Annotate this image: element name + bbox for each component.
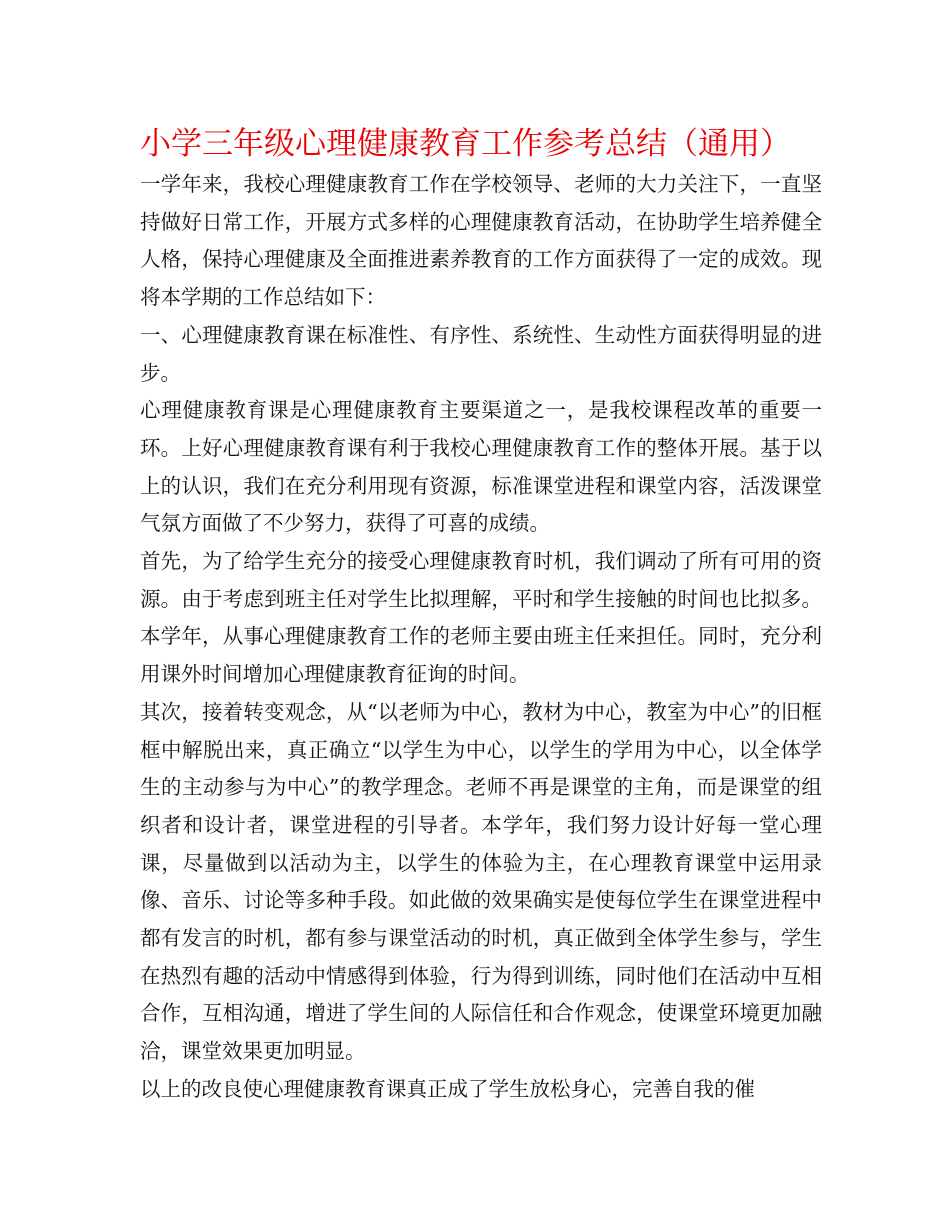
paragraph: 以上的改良使心理健康教育课真正成了学生放松身心，完善自我的催 xyxy=(140,1076,755,1101)
paragraph: 首先，为了给学生充分的接受心理健康教育时机，我们调动了所有可用的资源。由于考虑到班主任对学生比拟理解，平时和学生接触的时间也比拟多。本学年，从事心理健康教育工作的老师主要由班主任来担任。同时，充分利用课外时间增加心理健康教育征询的时间。 xyxy=(140,549,822,687)
paragraph: 心理健康教育课是心理健康教育主要渠道之一，是我校课程改革的重要一环。上好心理健康教育课有利于我校心理健康教育工作的整体开展。基于以上的认识，我们在充分利用现有资源，标准课堂进程和课堂内容，活泼课堂气氛方面做了不少努力，获得了可喜的成绩。 xyxy=(140,398,822,536)
paragraph: 其次，接着转变观念，从“以老师为中心，教材为中心，教室为中心”的旧框框中解脱出来，真正确立“以学生为中心，以学生的学用为中心，以全体学生的主动参与为中心”的教学理念。老师不再是课堂的主角，而是课堂的组织者和设计者，课堂进程的引导者。本学年，我们努力设计好每一堂心理课，尽量做到以活动为主，以学生的体验为主，在心理教育课堂中运用录像、音乐、讨论等多种手段。如此做的效果确实是使每位学生在课堂进程中都有发言的时机，都有参与课堂活动的时机，真正做到全体学生参与，学生在热烈有趣的活动中情感得到体验，行为得到训练，同时他们在活动中互相合作，互相沟通，增进了学生间的人际信任和合作观念，使课堂环境更加融洽，课堂效果更加明显。 xyxy=(140,699,822,1064)
paragraph: 一学年来，我校心理健康教育工作在学校领导、老师的大力关注下，一直坚持做好日常工作，开展方式多样的心理健康教育活动，在协助学生培养健全人格，保持心理健康及全面推进素养教育的工作方面获得了一定的成效。现将本学期的工作总结如下： xyxy=(140,172,822,310)
paragraph: 一、心理健康教育课在标准性、有序性、系统性、生动性方面获得明显的进步。 xyxy=(140,322,822,385)
document-body xyxy=(140,166,822,1109)
document-title: 小学三年级心理健康教育工作参考总结（通用） xyxy=(140,126,791,162)
